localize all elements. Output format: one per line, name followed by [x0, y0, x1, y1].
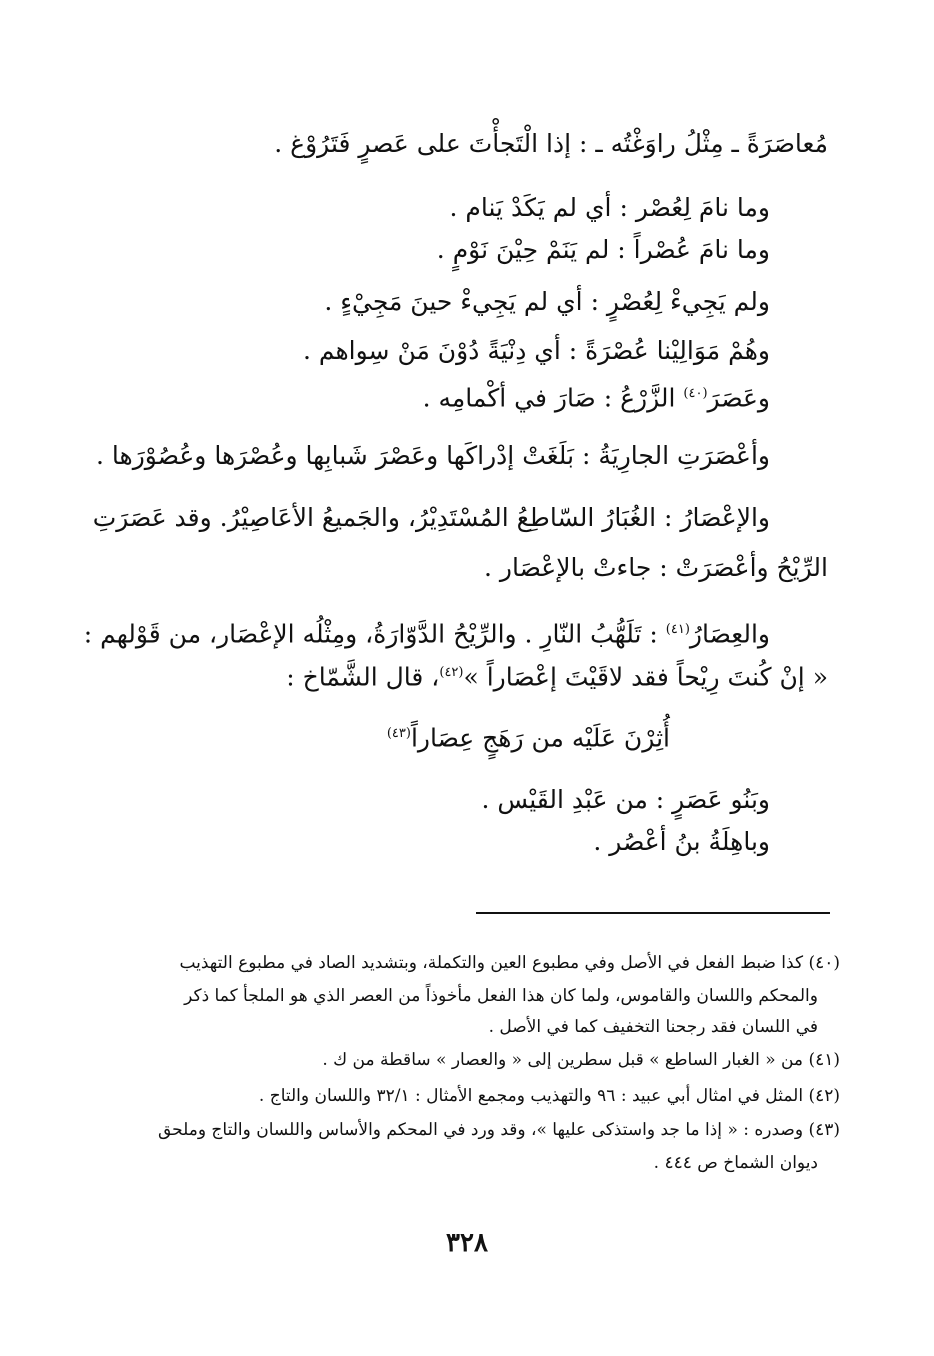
footnote-ref: (٤٢)	[439, 665, 464, 680]
footnote-line: (٤٠) كذا ضبط الفعل في الأصل وفي مطبوع العين والتكملة، وبتشديد الصاد في مطبوع التهذيب	[179, 953, 840, 973]
text-line	[286, 655, 828, 695]
text-line: وما نامَ عُصْراً : لم يَنَمْ حِيْنَ نَوْمٍ .	[436, 235, 770, 264]
text-line: والإعْصَارُ : الغُبَارُ السّاطِعُ المُسْتَدِيْرُ، والجَميعُ الأعَاصِيْرُ. وقد عَصَرَتِ	[92, 503, 770, 532]
footnote-divider	[476, 912, 830, 914]
line-text: ، قال الشَّمّاخ :	[286, 662, 440, 692]
footnote-line: والمحكم واللسان والقاموس، ولما كان هذا الفعل مأخوذاً من العصر الذي هو الملجأ كما ذكر	[184, 986, 818, 1006]
footnote-ref: (٤١)	[665, 622, 690, 637]
text-line: وهُمْ مَوَالِيْنا عُصْرَةً : أي دِنْيَةً دُوْنَ مَنْ سِواهم .	[302, 336, 770, 365]
line-text: أُثِرْنَ عَلَيْه من رَهَجٍ عِصَاراً	[410, 723, 670, 753]
line-text: « إنْ كُنتَ رِيْحاً فقد لاقَيْتَ إعْصَاراً »	[463, 662, 828, 692]
text-line: وبَنُو عَصَرٍ : من عَبْدِ القَيْس .	[481, 785, 770, 814]
footnote-line: (٤٢) المثل في امثال أبي عبيد : ٩٦ والتهذيب ومجمع الأمثال : ٣٢/١ واللسان والتاج .	[258, 1086, 840, 1106]
text-line	[84, 612, 770, 652]
text-line	[423, 376, 770, 416]
page-number: ٣٢٨	[446, 1228, 488, 1258]
line-text: الزَّرْعُ : صَارَ في أكْمامِه .	[422, 383, 684, 413]
text-line: وباهِلَةُ بنُ أعْصُر .	[593, 827, 770, 856]
text-line: وأعْصَرَتِ الجارِيَةُ : بَلَغَتْ إدْراكَها وعَصْرَ شَبابِها وعُصْرَها وعُصُوْرَها .	[96, 441, 770, 470]
text-line: الرِّيْحُ وأعْصَرَتْ : جاءتْ بالإعْصَار .	[484, 553, 828, 582]
line-text: وعَصَرَ	[707, 383, 770, 413]
text-line: مُعاصَرَةً ـ مِثْلُ راوَغْتُه ـ : إذا الْتَجأْتَ على عَصرٍ فَتَرُوْغ .	[274, 129, 828, 158]
verse-line	[387, 716, 670, 756]
footnote-ref: (٤٣)	[386, 726, 411, 741]
footnote-ref: (٤٠)	[683, 386, 708, 401]
line-text: والعِصَارُ	[689, 619, 770, 649]
line-text: : تَلَهُّبُ النّارِ . والرِّيْحُ الدَّوّارَةُ، ومِثْلُه الإعْصَار، من قَوْلهم :	[83, 619, 666, 649]
footnote-line: في اللسان فقد رجحنا التخفيف كما في الأصل .	[488, 1017, 818, 1037]
footnote-line: (٤٣) وصدره : « إذا ما جد واستذكى عليها »، وقد ورد في المحكم والأساس واللسان والتاج وملحق	[157, 1120, 840, 1140]
text-line: ولم يَجِيءْ لِعُصْرٍ : أي لم يَجِيءْ حينَ مَجِيْءٍ .	[324, 287, 770, 316]
text-line: وما نامَ لِعُصْر : أي لم يَكَدْ يَنام .	[449, 193, 770, 222]
footnote-line: (٤١) من « الغبار الساطع » قبل سطرين إلى « والعصار » ساقطة من ك .	[322, 1050, 840, 1070]
footnote-line: ديوان الشماخ ص ٤٤٤ .	[653, 1153, 818, 1173]
